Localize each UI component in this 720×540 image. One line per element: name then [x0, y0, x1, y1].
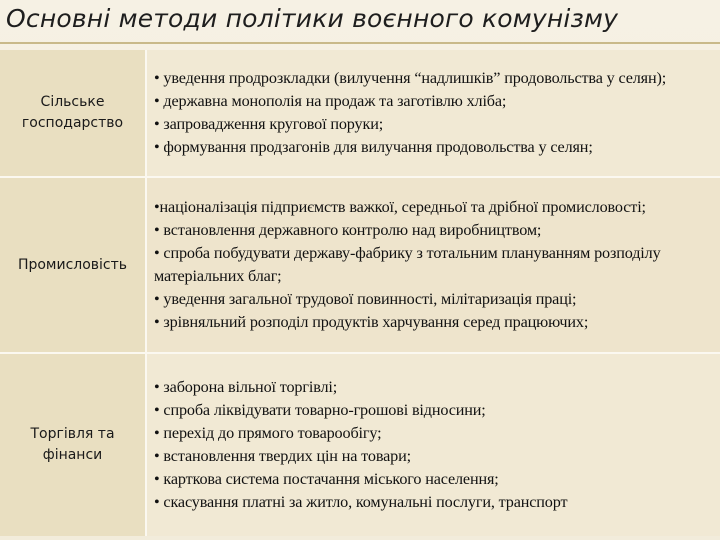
method-item: • формування продзагонів для вилучання продовольства у селян;: [154, 137, 593, 156]
row-label: Промисловість: [17, 256, 128, 273]
table-row-trade-finance: [0, 353, 720, 536]
method-item: • спроба ліквідувати товарно-грошові відносини;: [154, 400, 486, 419]
method-list: [147, 193, 720, 338]
table-row-industry: [0, 177, 720, 353]
row-content-cell: [146, 50, 720, 177]
methods-table: [0, 50, 720, 536]
method-item: • карткова система постачання міського населення;: [154, 469, 499, 488]
method-item: • спроба побудувати державу-фабрику з тотальним плануванням розподілу матеріальних благ;: [154, 243, 661, 285]
method-list: [147, 373, 720, 518]
title-divider: [0, 42, 720, 44]
method-item: • заборона вільної торгівлі;: [154, 377, 338, 396]
row-content-cell: [146, 353, 720, 536]
method-item: • скасування платні за житло, комунальні послуги, транспорт: [154, 492, 568, 511]
method-item: • уведення продрозкладки (вилучення “надлишків” продовольства у селян);: [154, 68, 667, 87]
method-item: • встановлення твердих цін на товари;: [154, 446, 411, 465]
method-item: • уведення загальної трудової повинності, мілітаризація праці;: [154, 289, 577, 308]
row-label: Сільське господарство: [21, 94, 124, 131]
method-item: • запровадження кругової поруки;: [154, 114, 384, 133]
row-content-cell: [146, 177, 720, 353]
method-item: •націоналізація підприємств важкої, середньої та дрібної промисловості;: [154, 197, 646, 216]
method-item: • перехід до прямого товарообігу;: [154, 423, 382, 442]
method-item: • зрівняльний розподіл продуктів харчування серед працюючих;: [154, 312, 589, 331]
row-label-cell: [0, 177, 146, 353]
row-label: Торгівля та фінанси: [30, 426, 115, 463]
method-list: [147, 64, 720, 163]
method-item: • державна монополія на продаж та заготівлю хліба;: [154, 91, 507, 110]
page-title: Основні методи політики воєнного комунізму: [6, 4, 619, 33]
row-label-cell: [0, 50, 146, 177]
method-item: • встановлення державного контролю над виробництвом;: [154, 220, 542, 239]
table-row-agriculture: [0, 50, 720, 177]
row-label-cell: [0, 353, 146, 536]
